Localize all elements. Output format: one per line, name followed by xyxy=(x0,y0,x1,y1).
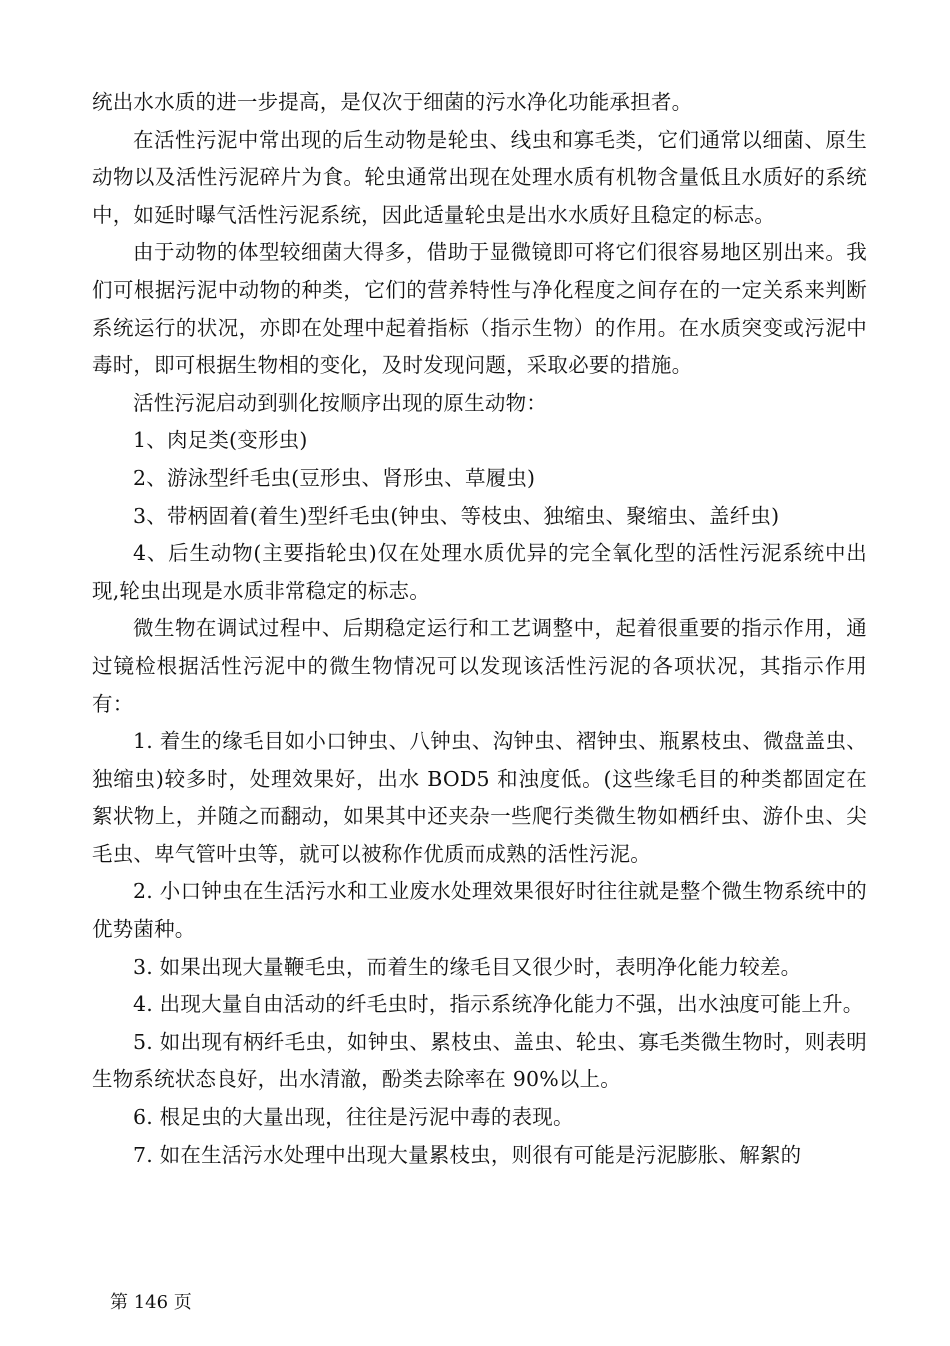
paragraph: 微生物在调试过程中、后期稳定运行和工艺调整中，起着很重要的指示作用，通过镜检根据活性污泥中的微生物情况可以发现该活性污泥的各项状况，其指示作用有： xyxy=(92,616,867,716)
paragraph: 在活性污泥中常出现的后生动物是轮虫、线虫和寡毛类，它们通常以细菌、原生动物以及活性污泥碎片为食。轮虫通常出现在处理水质有机物含量低且水质好的系统中，如延时曝气活性污泥系统，因此适量轮虫是出水水质好且稳定的标志。 xyxy=(92,127,867,227)
list-item: 4、后生动物(主要指轮虫)仅在处理水质优异的完全氧化型的活性污泥系统中出现,轮虫出现是水质非常稳定的标志。 xyxy=(92,541,867,603)
list-item: 2. 小口钟虫在生活污水和工业废水处理效果很好时往往就是整个微生物系统中的优势菌种。 xyxy=(92,879,867,942)
paragraph: 由于动物的体型较细菌大得多，借助于显微镜即可将它们很容易地区别出来。我们可根据污泥中动物的种类，它们的营养特性与净化程度之间存在的一定关系来判断系统运行的状况，亦即在处理中起着指标（指示生物）的作用。在水质突变或污泥中毒时，即可根据生物相的变化，及时发现问题，采取必要的措施。 xyxy=(92,240,867,378)
document-body xyxy=(92,84,867,1174)
list-item: 4. 出现大量自由活动的纤毛虫时，指示系统净化能力不强，出水浊度可能上升。 xyxy=(133,992,864,1017)
list-item: 3. 如果出现大量鞭毛虫，而着生的缘毛目又很少时，表明净化能力较差。 xyxy=(133,954,802,979)
list-item: 7. 如在生活污水处理中出现大量累枝虫，则很有可能是污泥膨胀、解絮的 xyxy=(133,1142,802,1167)
paragraph: 活性污泥启动到驯化按顺序出现的原生动物： xyxy=(133,390,547,415)
list-item: 1. 着生的缘毛目如小口钟虫、八钟虫、沟钟虫、褶钟虫、瓶累枝虫、微盘盖虫、独缩虫)较多时，处理效果好，出水 BOD5 和浊度低。(这些缘毛目的种类都固定在絮状物上，并随之而翻动，如果其中还夹杂一些爬行类微生物如栖纤虫、游仆虫、尖毛虫、卑气管叶虫等，就可以被称作优质而成熟的活性污泥。 xyxy=(92,729,867,866)
page-number: 第 146 页 xyxy=(110,1292,192,1313)
list-item: 1、肉足类(变形虫) xyxy=(133,428,308,453)
list-item: 5. 如出现有柄纤毛虫，如钟虫、累枝虫、盖虫、轮虫、寡毛类微生物时，则表明生物系统状态良好，出水清澈，酚类去除率在 90%以上。 xyxy=(92,1029,867,1092)
list-item: 6. 根足虫的大量出现，往往是污泥中毒的表现。 xyxy=(133,1105,574,1130)
paragraph: 统出水水质的进一步提高，是仅次于细菌的污水净化功能承担者。 xyxy=(92,90,693,114)
list-item: 2、游泳型纤毛虫(豆形虫、肾形虫、草履虫) xyxy=(133,465,536,490)
list-item: 3、带柄固着(着生)型纤毛虫(钟虫、等枝虫、独缩虫、聚缩虫、盖纤虫) xyxy=(133,503,780,528)
